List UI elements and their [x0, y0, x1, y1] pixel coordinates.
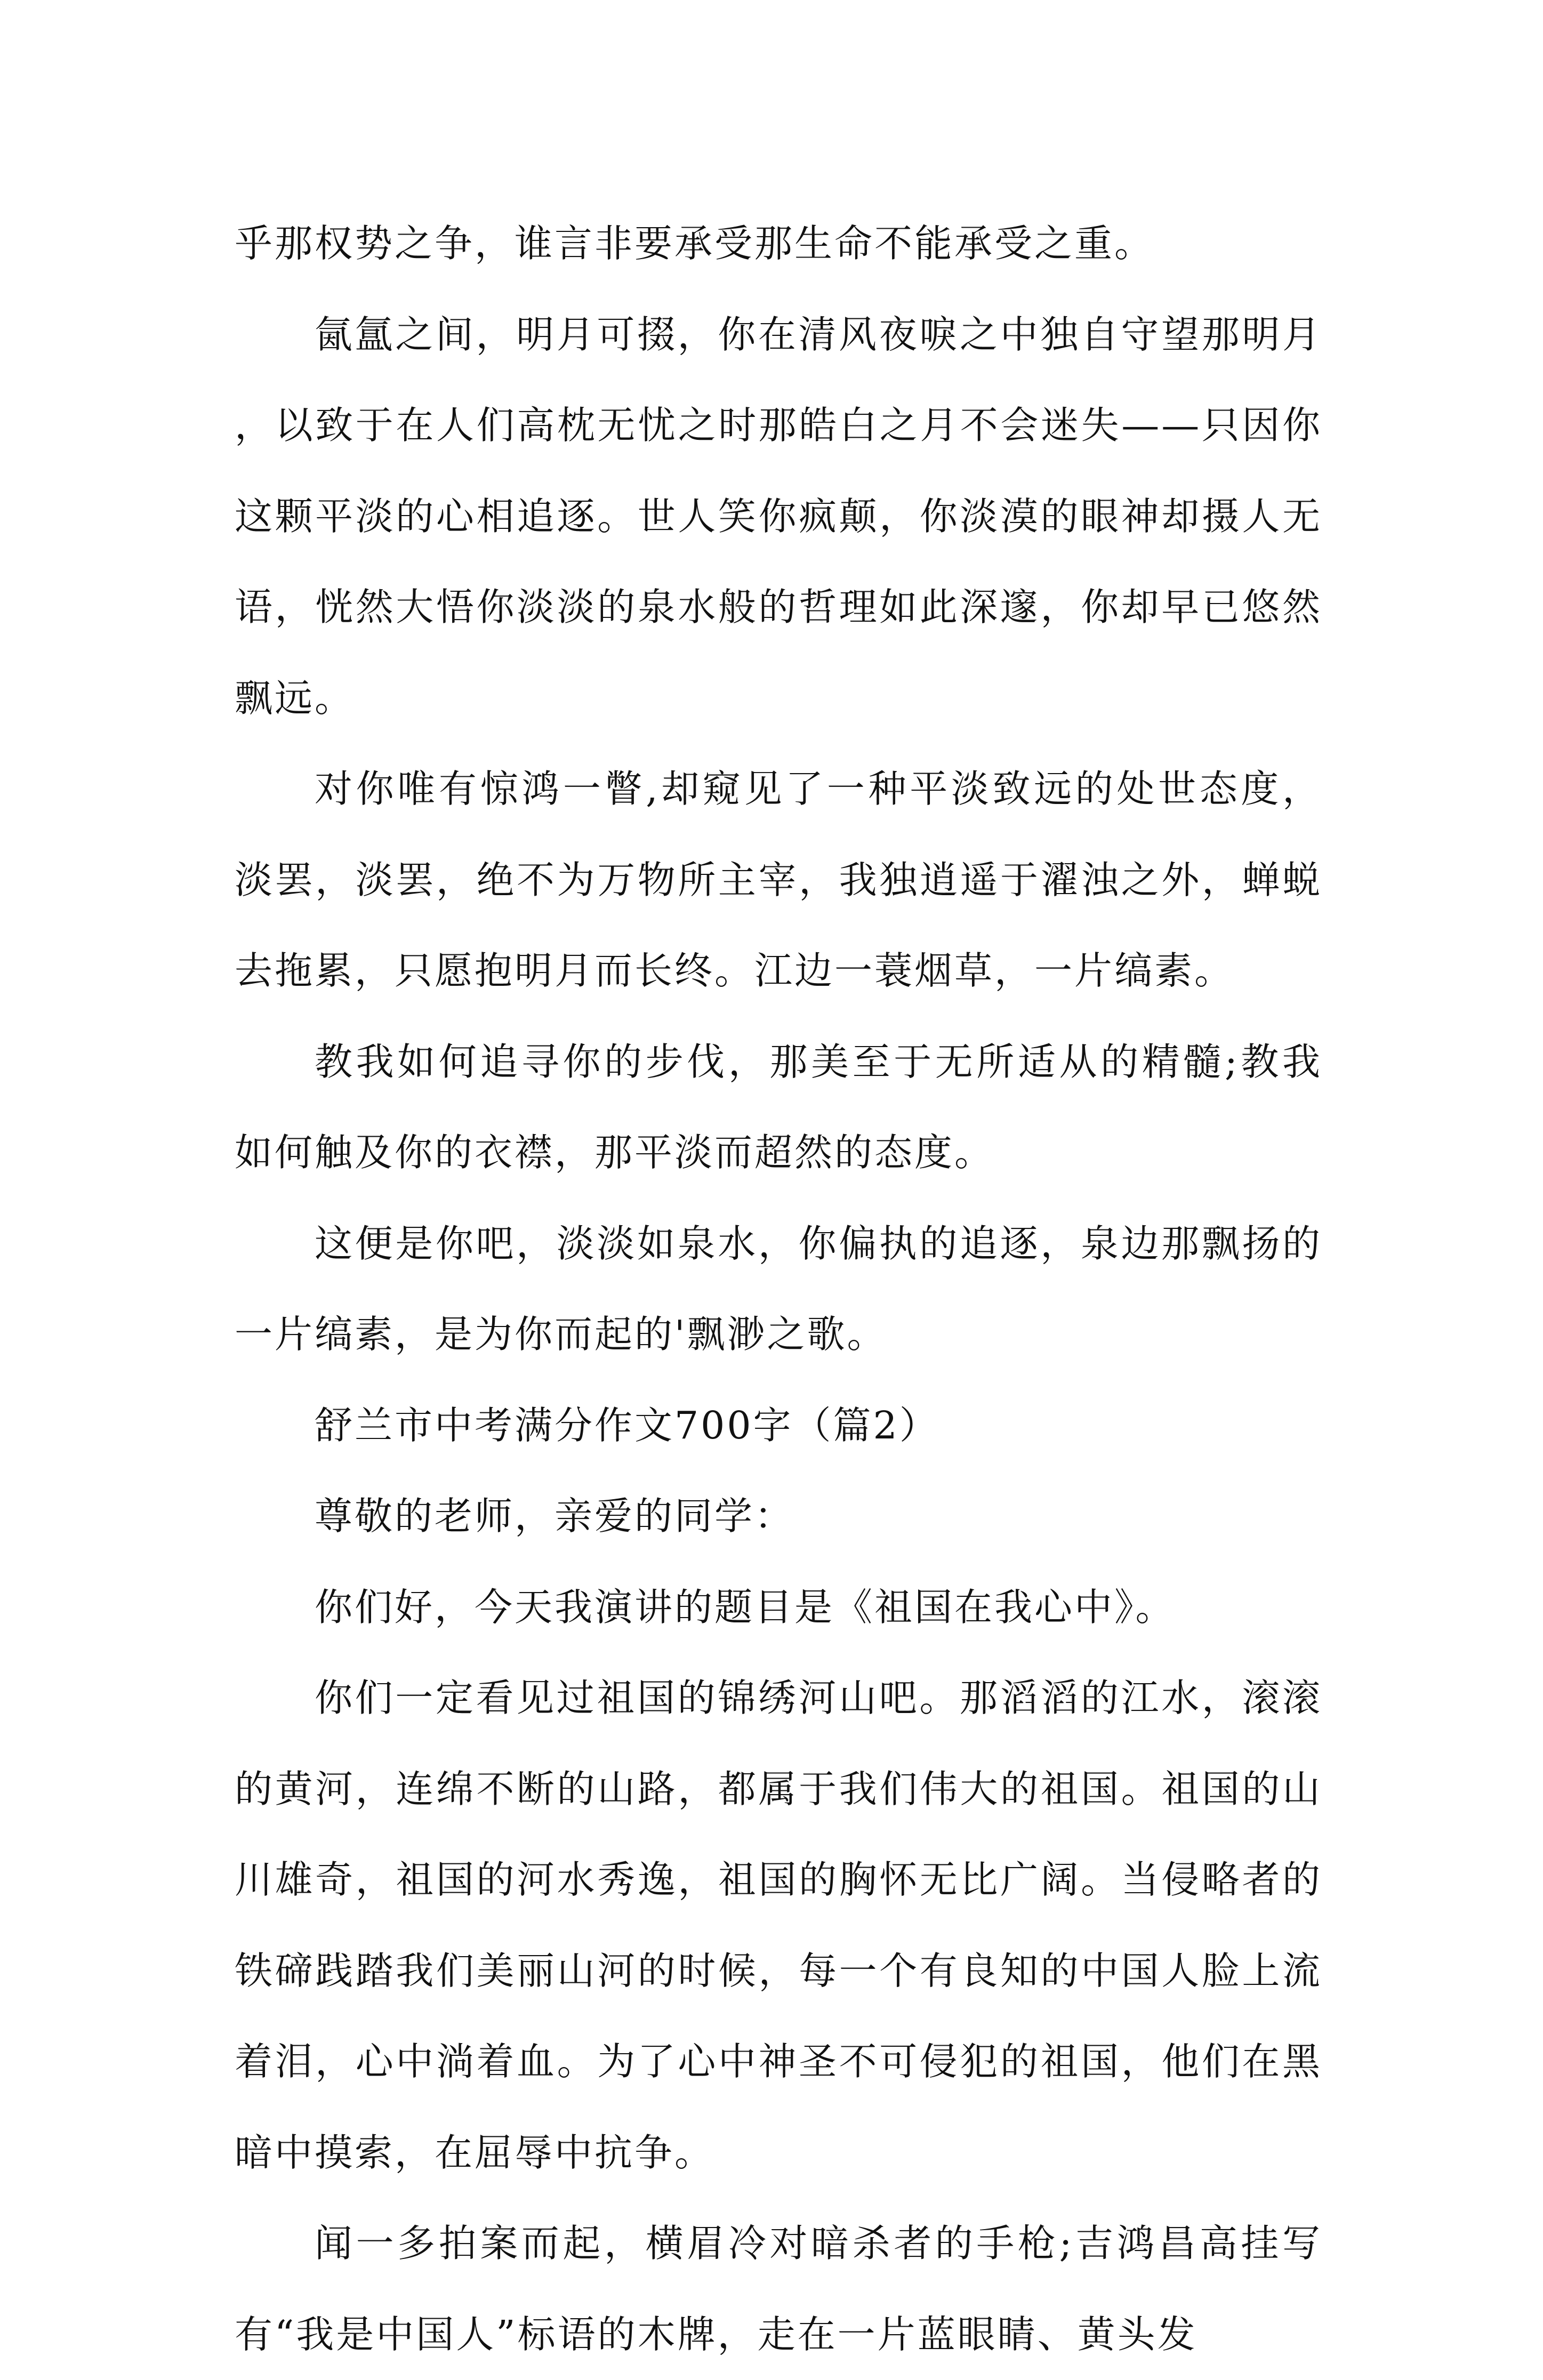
paragraph-10: 闻一多拍案而起，横眉冷对暗杀者的手枪;吉鸿昌高挂写有“我是中国人”标语的木牌，走在一片蓝眼睛、黄头发: [235, 2221, 1322, 2357]
section-heading: 舒兰市中考满分作文700字（篇2）: [315, 1403, 939, 1448]
paragraph-8: 你们好，今天我演讲的题目是《祖国在我心中》。: [315, 1585, 1176, 1629]
paragraph-5: 这便是你吧，淡淡如泉水，你偏执的追逐，泉边那飘扬的一片缟素，是为你而起的'飘渺之歌。: [235, 1221, 1322, 1356]
document-body: [235, 198, 1322, 2380]
paragraph-1: 乎那权势之争，谁言非要承受那生命不能承受之重。: [235, 221, 1155, 266]
greeting: 尊敬的老师，亲爱的同学：: [315, 1494, 795, 1538]
paragraph-4: 教我如何追寻你的步伐，那美至于无所适从的精髓;教我如何触及你的衣襟，那平淡而超然的态度。: [235, 1039, 1322, 1175]
paragraph-9: 你们一定看见过祖国的锦绣河山吧。那滔滔的江水，滚滚的黄河，连绵不断的山路，都属于我们伟大的祖国。祖国的山川雄奇，祖国的河水秀逸，祖国的胸怀无比广阔。当侵略者的铁碲践踏我们美丽山河的时候，每一个有良知的中国人脸上流着泪，心中淌着血。为了心中神圣不可侵犯的祖国，他们在黑暗中摸索，在屈辱中抗争。: [235, 1676, 1322, 2175]
paragraph-2: 氤氲之间，明月可掇，你在清风夜唳之中独自守望那明月，以致于在人们高枕无忧之时那皓白之月不会迷失——只因你这颗平淡的心相追逐。世人笑你疯颠，你淡漠的眼神却摄人无语，恍然大悟你淡淡的泉水般的哲理如此深邃，你却早已悠然飘远。: [235, 312, 1322, 720]
paragraph-3: 对你唯有惊鸿一瞥,却窥见了一种平淡致远的处世态度，淡罢，淡罢，绝不为万物所主宰，我独逍遥于濯浊之外，蝉蜕去拖累，只愿抱明月而长终。江边一蓑烟草，一片缟素。: [235, 767, 1322, 993]
